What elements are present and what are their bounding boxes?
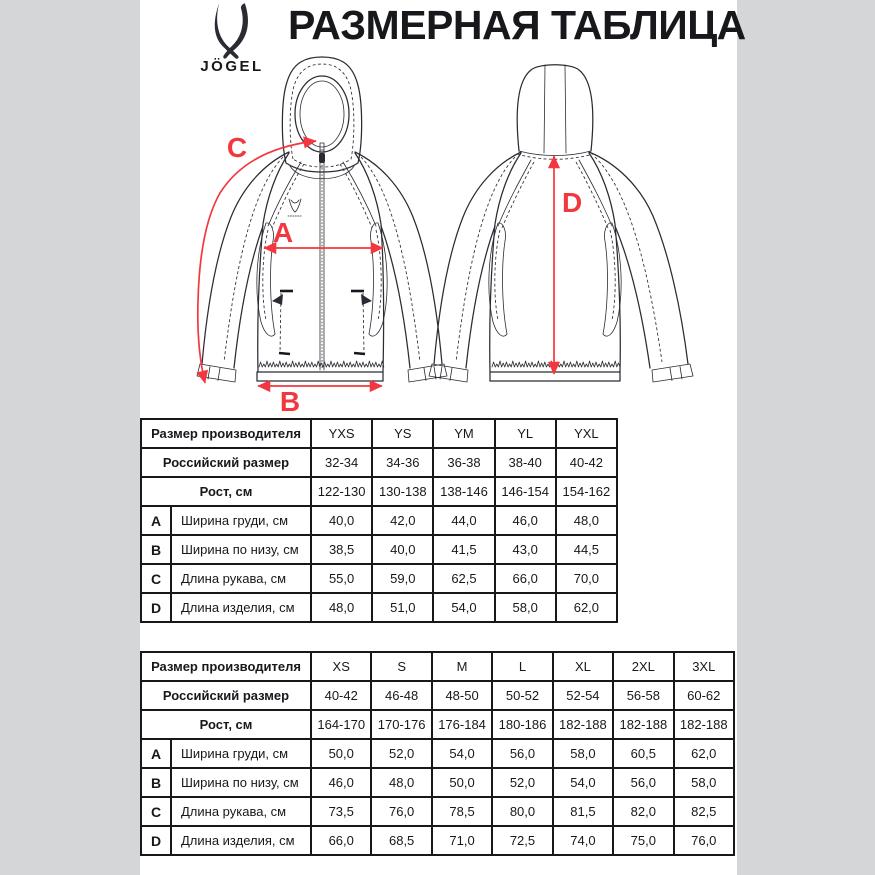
measure-label: Ширина по низу, см <box>171 535 311 564</box>
size-value-cell: 138-146 <box>433 477 494 506</box>
measure-value-cell: 56,0 <box>492 739 552 768</box>
measure-row <box>141 739 734 768</box>
measure-value-cell: 40,0 <box>372 535 433 564</box>
measure-value-cell: 66,0 <box>495 564 556 593</box>
measure-value-cell: 81,5 <box>553 797 613 826</box>
measure-value-cell: 48,0 <box>556 506 617 535</box>
row-label: Российский размер <box>141 448 311 477</box>
size-table-youth <box>140 418 618 623</box>
measure-value-cell: 58,0 <box>553 739 613 768</box>
row-label: Рост, см <box>141 477 311 506</box>
measure-letter: D <box>141 826 171 855</box>
measure-letter: C <box>141 564 171 593</box>
size-value-cell: 32-34 <box>311 448 372 477</box>
measure-value-cell: 40,0 <box>311 506 372 535</box>
size-value-cell: 34-36 <box>372 448 433 477</box>
brand-wordmark: JÖGEL <box>200 58 264 75</box>
measure-label: Длина изделия, см <box>171 593 311 622</box>
measure-value-cell: 46,0 <box>495 506 556 535</box>
measure-value-cell: 70,0 <box>556 564 617 593</box>
jacket-front-view <box>197 57 447 382</box>
measure-value-cell: 62,0 <box>674 739 734 768</box>
measure-value-cell: 80,0 <box>492 797 552 826</box>
measure-value-cell: 54,0 <box>553 768 613 797</box>
measure-value-cell: 62,0 <box>556 593 617 622</box>
pocket-left <box>272 291 293 354</box>
size-value-cell: 182-188 <box>613 710 673 739</box>
measure-letter: D <box>141 593 171 622</box>
measure-value-cell: 58,0 <box>674 768 734 797</box>
chest-logo <box>288 199 302 216</box>
row-label: Рост, см <box>141 710 311 739</box>
measure-label: Ширина груди, см <box>171 739 311 768</box>
size-value-cell: M <box>432 652 492 681</box>
measure-row <box>141 797 734 826</box>
measure-row <box>141 768 734 797</box>
size-value-cell: YS <box>372 419 433 448</box>
size-value-cell: 164-170 <box>311 710 371 739</box>
size-value-cell: 52-54 <box>553 681 613 710</box>
measure-value-cell: 76,0 <box>371 797 431 826</box>
pocket-right <box>351 291 372 354</box>
measure-value-cell: 42,0 <box>372 506 433 535</box>
measure-value-cell: 66,0 <box>311 826 371 855</box>
page-title: РАЗМЕРНАЯ ТАБЛИЦА <box>288 2 746 48</box>
size-value-cell: 180-186 <box>492 710 552 739</box>
measure-value-cell: 38,5 <box>311 535 372 564</box>
measure-value-cell: 48,0 <box>311 593 372 622</box>
size-value-cell: 56-58 <box>613 681 673 710</box>
size-value-cell: 38-40 <box>495 448 556 477</box>
measure-label-a: A <box>272 217 294 248</box>
measure-value-cell: 68,5 <box>371 826 431 855</box>
measure-arrow-c <box>198 141 316 383</box>
size-header-row <box>141 681 734 710</box>
measure-value-cell: 56,0 <box>613 768 673 797</box>
measure-label: Ширина груди, см <box>171 506 311 535</box>
size-value-cell: YXL <box>556 419 617 448</box>
measure-value-cell: 72,5 <box>492 826 552 855</box>
size-header-row <box>141 652 734 681</box>
measure-value-cell: 82,5 <box>674 797 734 826</box>
size-value-cell: 2XL <box>613 652 673 681</box>
size-table-adult <box>140 651 735 856</box>
measure-value-cell: 58,0 <box>495 593 556 622</box>
size-value-cell: XL <box>553 652 613 681</box>
measure-value-cell: 52,0 <box>371 739 431 768</box>
size-value-cell: 60-62 <box>674 681 734 710</box>
size-value-cell: YXS <box>311 419 372 448</box>
size-value-cell: 48-50 <box>432 681 492 710</box>
size-value-cell: YL <box>495 419 556 448</box>
size-value-cell: XS <box>311 652 371 681</box>
measure-letter: A <box>141 739 171 768</box>
size-value-cell: 170-176 <box>371 710 431 739</box>
size-value-cell: 3XL <box>674 652 734 681</box>
size-header-row <box>141 477 617 506</box>
measure-value-cell: 59,0 <box>372 564 433 593</box>
measure-label: Ширина по низу, см <box>171 768 311 797</box>
jacket-back-view <box>429 65 693 382</box>
measure-value-cell: 43,0 <box>495 535 556 564</box>
size-value-cell: L <box>492 652 552 681</box>
size-header-row <box>141 419 617 448</box>
measure-value-cell: 50,0 <box>311 739 371 768</box>
measure-value-cell: 75,0 <box>613 826 673 855</box>
measure-value-cell: 50,0 <box>432 768 492 797</box>
size-value-cell: 46-48 <box>371 681 431 710</box>
measure-row <box>141 593 617 622</box>
measure-value-cell: 46,0 <box>311 768 371 797</box>
measure-label: Длина рукава, см <box>171 797 311 826</box>
size-value-cell: S <box>371 652 431 681</box>
measure-label-b: B <box>279 386 301 417</box>
measure-label: Длина изделия, см <box>171 826 311 855</box>
size-header-row <box>141 710 734 739</box>
row-label: Российский размер <box>141 681 311 710</box>
measure-value-cell: 41,5 <box>433 535 494 564</box>
measure-value-cell: 54,0 <box>433 593 494 622</box>
measure-row <box>141 564 617 593</box>
measure-value-cell: 52,0 <box>492 768 552 797</box>
measure-value-cell: 44,0 <box>433 506 494 535</box>
measure-value-cell: 82,0 <box>613 797 673 826</box>
measure-label-c: C <box>226 132 248 163</box>
size-value-cell: 50-52 <box>492 681 552 710</box>
measure-letter: B <box>141 535 171 564</box>
jacket-measurement-diagram <box>140 50 737 418</box>
measure-value-cell: 51,0 <box>372 593 433 622</box>
measure-value-cell: 60,5 <box>613 739 673 768</box>
measure-value-cell: 71,0 <box>432 826 492 855</box>
measure-letter: A <box>141 506 171 535</box>
size-value-cell: 130-138 <box>372 477 433 506</box>
measure-label-d: D <box>562 187 583 218</box>
measure-value-cell: 78,5 <box>432 797 492 826</box>
size-value-cell: YM <box>433 419 494 448</box>
measure-value-cell: 55,0 <box>311 564 372 593</box>
measure-value-cell: 62,5 <box>433 564 494 593</box>
measure-row <box>141 506 617 535</box>
row-label: Размер производителя <box>141 652 311 681</box>
measure-value-cell: 54,0 <box>432 739 492 768</box>
measure-value-cell: 44,5 <box>556 535 617 564</box>
size-value-cell: 36-38 <box>433 448 494 477</box>
measure-value-cell: 76,0 <box>674 826 734 855</box>
size-value-cell: 154-162 <box>556 477 617 506</box>
measure-row <box>141 535 617 564</box>
size-value-cell: 40-42 <box>311 681 371 710</box>
measure-row <box>141 826 734 855</box>
measure-letter: B <box>141 768 171 797</box>
measurement-annotations <box>198 132 582 417</box>
size-header-row <box>141 448 617 477</box>
measure-letter: C <box>141 797 171 826</box>
measure-label: Длина рукава, см <box>171 564 311 593</box>
size-value-cell: 182-188 <box>674 710 734 739</box>
row-label: Размер производителя <box>141 419 311 448</box>
size-value-cell: 40-42 <box>556 448 617 477</box>
size-value-cell: 146-154 <box>495 477 556 506</box>
paper <box>140 0 746 875</box>
size-value-cell: 176-184 <box>432 710 492 739</box>
measure-value-cell: 74,0 <box>553 826 613 855</box>
measure-value-cell: 73,5 <box>311 797 371 826</box>
measure-value-cell: 48,0 <box>371 768 431 797</box>
size-value-cell: 182-188 <box>553 710 613 739</box>
size-value-cell: 122-130 <box>311 477 372 506</box>
